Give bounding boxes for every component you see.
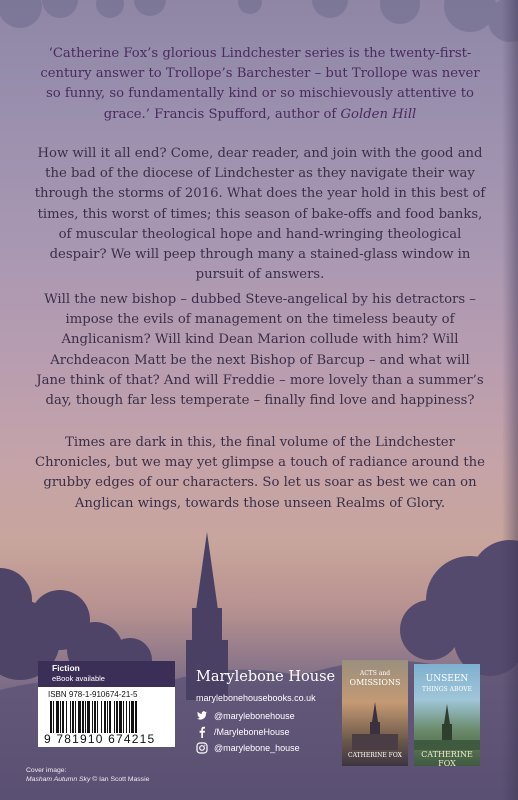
top-foliage	[0, 0, 518, 42]
barcode-bar	[107, 701, 108, 733]
barcode-box	[38, 687, 175, 747]
facebook-icon	[196, 726, 208, 738]
quote-author: Francis Spufford, author of	[154, 106, 337, 122]
barcode-bar	[114, 701, 115, 733]
format-note: eBook available	[52, 674, 105, 683]
barcode-bar	[56, 701, 59, 733]
barcode-bars	[50, 701, 164, 733]
twitter-icon	[196, 710, 208, 722]
genre-label: Fiction	[52, 663, 80, 673]
barcode-bar	[53, 701, 54, 733]
credit-work: Masham Autumn Sky	[26, 776, 91, 783]
barcode-bar	[129, 701, 130, 733]
barcode-bar	[60, 701, 61, 733]
cover1-title-line1: ACTS and	[359, 670, 391, 677]
barcode-bar	[70, 701, 71, 733]
spine-shadow	[502, 0, 518, 800]
barcode-bar	[101, 701, 102, 733]
publisher-url[interactable]: marylebonehousebooks.co.uk	[196, 693, 316, 703]
cover2-church-icon	[414, 700, 480, 750]
barcode-bar	[104, 701, 106, 733]
barcode-bar	[92, 701, 93, 733]
barcode-bar	[94, 701, 96, 733]
blurb-paragraph-3: Times are dark in this, the final volume of the Lindchester Chronicles, but we may yet glimpse a touch of radiance around the grubby edges of our characters. So let us soar as best we can on Anglican wings, towards those unseen Realms of Glory.	[35, 435, 485, 511]
quote-author-book: Golden Hill	[340, 106, 417, 122]
quote-text: ‘Catherine Fox’s glorious Lindchester series is the twenty-first-century answer to Trollope’s Barchester – but Trollope was never so funny, so fundamentally kind or so mischievously attentive to grace.’	[40, 46, 480, 122]
barcode-bar	[50, 701, 52, 733]
social-twitter[interactable]	[196, 708, 295, 724]
cover2-title-line1: UNSEEN	[425, 674, 469, 684]
barcode-bar	[116, 701, 118, 733]
twitter-handle: @marylebonehouse	[214, 711, 295, 721]
cover1-title-line2: OMISSIONS	[349, 678, 401, 687]
barcode-bar	[72, 701, 74, 733]
barcode-bar	[75, 701, 76, 733]
publisher-name: Marylebone House	[196, 669, 336, 685]
barcode-bar	[135, 701, 137, 733]
barcode-bar	[119, 701, 122, 733]
instagram-icon	[196, 742, 208, 754]
blurb-paragraph-1: How will it all end? Come, dear reader, and join with the good and the bad of the diocese of Lindchester as they navigate their way through the storms of 2016. What does the year hold in this best of times, this worst of times; this season of bake-offs and food banks, of muscular theological hope and hand-wringing theological despair? We will peep through many a stained-glass window in pursuit of answers.	[34, 146, 486, 283]
isbn-label: ISBN 978-1-910674-21-5	[48, 690, 138, 699]
right-trees	[400, 540, 518, 676]
book-cover-unseen-things-above	[414, 664, 480, 766]
barcode-bar	[62, 701, 64, 733]
facebook-handle: /MaryleboneHouse	[214, 727, 290, 737]
cover2-author: CATHERINE FOX	[421, 750, 473, 766]
blurb-paragraph-2: Will the new bishop – dubbed Steve-angelical by his detractors – impose the evils of management on the timeless beauty of Anglicanism? Will kind Dean Marion collude with him? Will Archdeacon Matt be the next Bishop of Barcup – and what will Jane think of that? And will Freddie – more lovely than a summer’s day, though far less temperate – finally find love and happiness?	[36, 292, 484, 409]
barcode-bar	[131, 701, 134, 733]
cover1-church-icon	[342, 700, 408, 750]
credit-label: Cover image:	[26, 767, 67, 774]
barcode-bar	[85, 701, 86, 733]
cover-credit	[26, 766, 149, 784]
barcode-bar	[87, 701, 90, 733]
credit-artist: © Ian Scott Massie	[92, 776, 150, 783]
isbn-digits: 9 781910 674215	[44, 732, 156, 746]
instagram-handle: @marylebone_house	[214, 743, 300, 753]
category-box	[38, 661, 175, 687]
cover2-title-line2: THINGS ABOVE	[421, 686, 473, 693]
barcode-bar	[82, 701, 84, 733]
barcode-bar	[66, 701, 67, 733]
barcode-bar	[78, 701, 81, 733]
barcode-bar	[109, 701, 111, 733]
book-cover-acts-and-omissions	[342, 660, 408, 766]
social-instagram[interactable]	[196, 740, 300, 756]
endorsement-quote	[34, 44, 486, 125]
social-facebook[interactable]	[196, 724, 290, 740]
cover1-author: CATHERINE FOX	[348, 752, 402, 759]
barcode-bar	[123, 701, 124, 733]
barcode-bar	[97, 701, 98, 733]
barcode-bar	[126, 701, 127, 733]
